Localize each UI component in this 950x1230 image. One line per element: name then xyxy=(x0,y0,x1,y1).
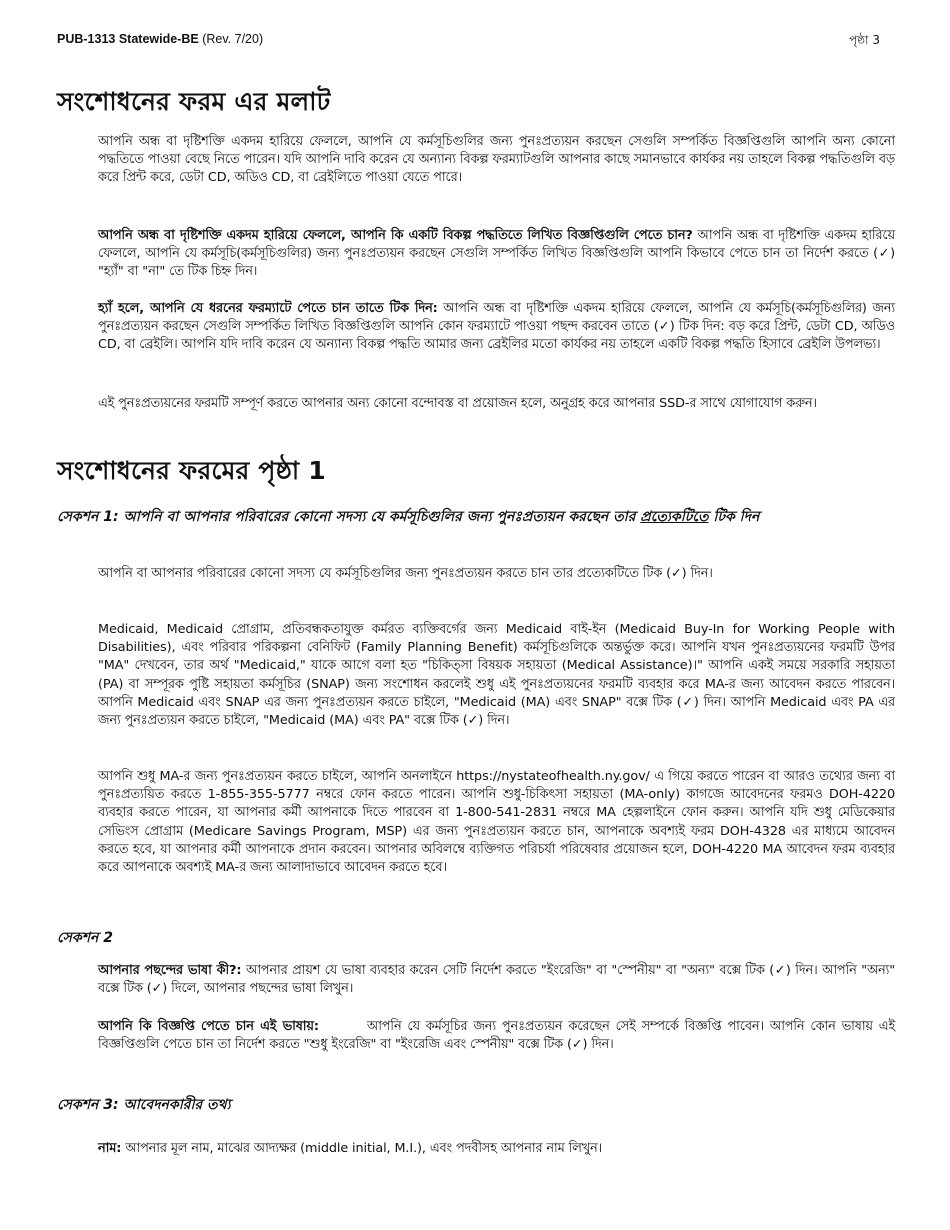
section3-paragraph-1-lead: নাম: xyxy=(98,1141,122,1156)
section2-paragraph-2-body: আপনি যে কর্মসূচির জন্য পুনঃপ্রত্যয়ন করেছেন সেই সম্পর্কে বিজ্ঞপ্তি পাবেন। আপনি কোন ভাষায় এই বিজ্ঞপ্তিগুলি পেতে চান তা নির্দেশ করতে "শুধু ইংরেজি" বা "ইংরেজি এবং স্পেনীয়" বক্সে টিক (✓) দিন। xyxy=(98,1019,895,1053)
cover-paragraph-3 xyxy=(98,300,895,355)
cover-paragraph-3-lead: হ্যাঁ হলে, আপনি যে ধরনের ফরম্যাটে পেতে চান তাতে টিক দিন: xyxy=(98,301,438,316)
section3-heading: সেকশন 3: আবেদনকারীর তথ্য xyxy=(57,1097,231,1113)
section2-paragraph-1 xyxy=(98,962,895,998)
section1-paragraph-1: আপনি বা আপনার পরিবারের কোনো সদস্য যে কর্মসূচিগুলির জন্য পুনঃপ্রত্যয়ন করতে চান তার প্রত্যেকটিতে টিক (✓) দিন। xyxy=(98,566,713,581)
cover-paragraph-3-body: আপনি অন্ধ বা দৃষ্টিশক্তি একদম হারিয়ে ফেললে, আপনি যে কর্মসূচি(কর্মসূচিগুলির) জন্য পুনঃপ্রত্যয়ন করছেন সেগুলি সম্পর্কিত লিখিত বিজ্ঞপ্তিগুলি আপনি কোন ফরম্যাটে পাওয়া পছন্দ করবেন তাতে (✓) টিক দিন: বড় করে প্রিন্ট, ডেটা CD, অডিও CD, বা ব্রেইলি। আপনি যদি দাবি করেন যে অন্যান্য বিকল্প পদ্ধতি আমার জন্য ব্রেইলির মতো কার্যকর নয় তাহলে একটি বিকল্প পদ্ধতি হিসাবে ব্রেইলি উপলভ্য। xyxy=(98,301,895,353)
cover-paragraph-2-body: আপনি অন্ধ বা দৃষ্টিশক্তি একদম হারিয়ে ফেললে, আপনি যে কর্মসূচি(কর্মসূচিগুলির) জন্য পুনঃপ্রত্যয়ন করছেন সেগুলি সম্পর্কিত লিখিত বিজ্ঞপ্তিগুলি আপনি কিভাবে পেতে চান তা নির্দেশ করতে (✓) "হ্যাঁ" বা "না" তে টিক চিহ্ন দিন। xyxy=(98,228,895,280)
section3-paragraph-1-body: আপনার মূল নাম, মাঝের আদ্যক্ষর (middle initial, M.I.), এবং পদবীসহ আপনার নাম লিখুন। xyxy=(121,1141,603,1156)
cover-paragraph-2 xyxy=(98,227,895,282)
document-id xyxy=(57,32,263,46)
section2-paragraph-2 xyxy=(98,1018,895,1054)
revision: (Rev. 7/20) xyxy=(202,32,264,46)
section1-heading xyxy=(57,505,897,529)
section1-paragraph-3: আপনি শুধু MA-র জন্য পুনঃপ্রত্যয়ন করতে চাইলে, আপনি অনলাইনে https://nystateofhealth.ny.gov/ এ গিয়ে করতে পারেন বা আরও তথ্যের জন্য বা পুনঃপ্রত্যয়িত করতে 1-855-355-5777 নম্বরে ফোন করতে পারেন। আপনি শুধু-চিকিৎসা সহায়তা (MA-only) কাগজে আবেদনের ফরমও DOH-4220 ব্যবহার করতে পারেন, যা আপনার কর্মী আপনাকে দিতে পারবেন বা 1-800-541-2831 নম্বরে MA হেল্পলাইনে ফোন করুন। আপনি যদি শুধু মেডিকেয়ার সেভিংস প্রোগ্রাম (Medicare Savings Program, MSP) এর জন্য পুনঃপ্রত্যয়ন করতে চান, আপনাকে অবশ্যই ফরম DOH-4328 এর মাধ্যমে আবেদন করতে হবে, যা আপনার কর্মী আপনাকে প্রদান করবেন। আপনার অবিলম্বে ব্যক্তিগত পরিচর্যা পরিষেবার প্রয়োজন হলে, DOH-4220 MA আবেদন ফরম ব্যবহার করে আপনাকে অবশ্যই MA-র জন্য আলাদাভাবে আবেদন করতে হবে। xyxy=(98,769,895,876)
section1-heading-part-b: টিক দিন xyxy=(708,509,760,525)
section2-paragraph-2-lead: আপনি কি বিজ্ঞপ্তি পেতে চান এই ভাষায়: xyxy=(98,1019,319,1034)
section1-heading-part-a: সেকশন 1: আপনি বা আপনার পরিবারের কোনো সদস্য যে কর্মসূচিগুলির জন্য পুনঃপ্রত্যয়ন করছেন তার xyxy=(57,509,641,525)
cover-paragraph-1: আপনি অন্ধ বা দৃষ্টিশক্তি একদম হারিয়ে ফেললে, আপনি যে কর্মসূচিগুলির জন্য পুনঃপ্রত্যয়ন করছেন সেগুলি সম্পর্কিত বিজ্ঞপ্তিগুলি আপনি অন্য কোনো পদ্ধতিতে পাওয়া বেছে নিতে পারেন। যদি আপনি দাবি করেন যে অন্যান্য বিকল্প ফরম্যাটগুলি আপনার কাছে সমানভাবে কার্যকর নয় তাহলে বিকল্প পদ্ধতিগুলি বড় করে প্রিন্ট করে, ডেটা CD, অডিও CD, বা ব্রেইলিতে পাওয়া যেতে পারে। xyxy=(98,134,895,186)
section3-paragraph-1 xyxy=(98,1140,895,1158)
section1-heading-underlined: প্রত্যেকটিতে xyxy=(640,509,709,525)
section2-heading: সেকশন 2 xyxy=(57,930,113,946)
section2-paragraph-1-body: আপনার প্রায়শ যে ভাষা ব্যবহার করেন সেটি নির্দেশ করতে "ইংরেজি" বা "স্পেনীয়" বা "অন্য" বক্সে টিক (✓) দিন। আপনি "অন্য" বক্সে টিক (✓) দিলে, আপনার পছন্দের ভাষা লিখুন। xyxy=(98,963,896,997)
cover-paragraph-2-lead: আপনি অন্ধ বা দৃষ্টিশক্তি একদম হারিয়ে ফেললে, আপনি কি একটি বিকল্প পদ্ধতিতে লিখিত বিজ্ঞপ্তিগুলি পেতে চান? xyxy=(98,228,693,243)
section1-paragraph-2: Medicaid, Medicaid প্রোগ্রাম, প্রতিবন্ধকতাযুক্ত কর্মরত ব্যক্তিবর্গের জন্য Medicaid বাই-ইন (Medicaid Buy-In for Working People with Disabilities), এবং পরিবার পরিকল্পনা বেনিফিট (Family Planning Benefit) কর্মসূচিগুলিকে অন্তর্ভুক্ত করে। আপনি যখন পুনঃপ্রত্যয়নের ফরমটি উপর "MA" দেখবেন, তার অর্থ "Medicaid," যাকে আগে বলা হত "চিকিত্সা বিষয়ক সহায়তা (Medical Assistance)।" আপনি একই সময়ে সরকারি সহায়তা (PA) বা সম্পূরক পুষ্টি সহায়তা কর্মসূচির (SNAP) জন্য সংশোধন করলেই শুধু এই পুনঃপ্রত্যয়নের ফরমটি ব্যবহার করে MA-র জন্য আবেদন করতে পারবেন। আপনি Medicaid এবং SNAP এর জন্য পুনঃপ্রত্যয়ন করতে চাইলে, "Medicaid (MA) এবং SNAP" বক্সে টিক (✓) দিন। আপনি Medicaid এবং PA এর জন্য পুনঃপ্রত্যয়ন করতে চাইলে, "Medicaid (MA) এবং PA" বক্সে টিক (✓) দিন। xyxy=(98,622,895,729)
cover-paragraph-4: এই পুনঃপ্রত্যয়নের ফরমটি সম্পূর্ণ করতে আপনার অন্য কোনো বন্দোবস্ত বা প্রয়োজন হলে, অনুগ্রহ করে আপনার SSD-র সাথে যোগাযোগ করুন। xyxy=(98,396,817,411)
section2-paragraph-1-lead: আপনার পছন্দের ভাষা কী?: xyxy=(98,963,242,978)
page1-title: সংশোধনের ফরমের পৃষ্ঠা 1 xyxy=(57,456,326,485)
form-number: PUB-1313 Statewide-BE xyxy=(57,32,199,46)
page-number: পৃষ্ঠা 3 xyxy=(849,33,880,47)
cover-title: সংশোধনের ফরম এর মলাট xyxy=(57,87,331,116)
